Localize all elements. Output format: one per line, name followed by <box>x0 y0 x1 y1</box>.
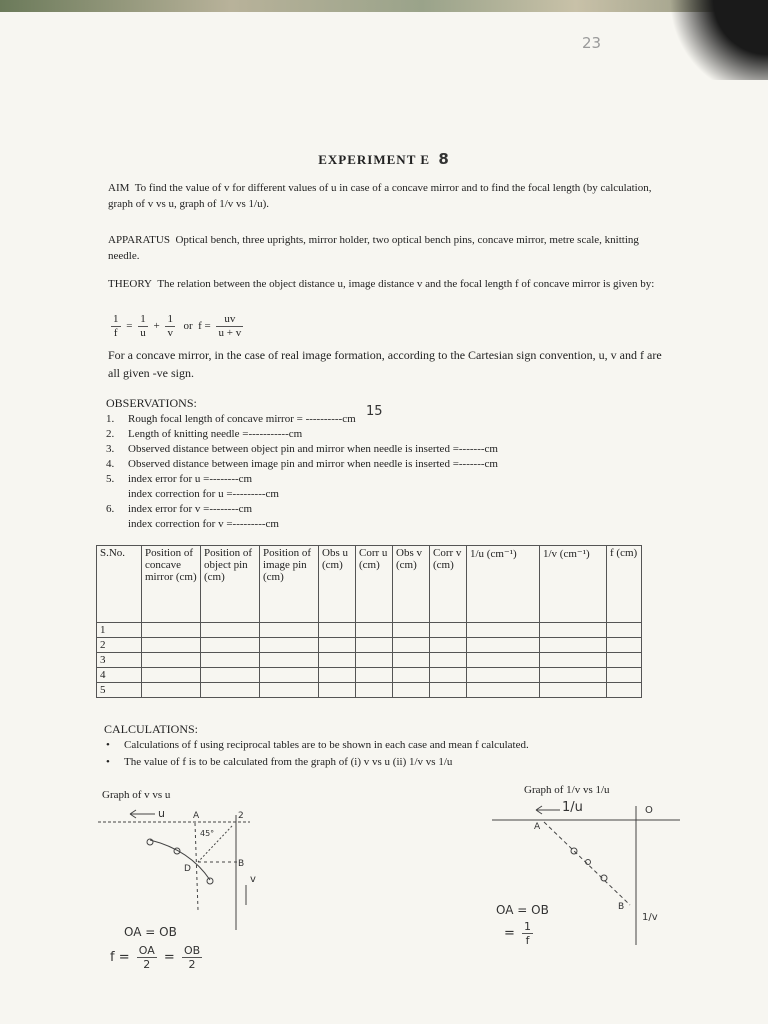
col-header: 1/u (cm⁻¹) <box>467 546 540 623</box>
observations-heading: OBSERVATIONS: <box>106 396 197 410</box>
left-curve <box>150 840 210 880</box>
t2-den: v <box>167 327 173 339</box>
left-axis-top: 2 <box>238 811 244 821</box>
t1-num: 1 <box>140 313 146 325</box>
obs-text: index correction for u =---------cm <box>128 488 279 500</box>
graph-left-title: Graph of v vs u <box>102 789 171 801</box>
right-line <box>544 822 630 905</box>
t1-den: u <box>140 327 146 339</box>
row-number: 5 <box>97 683 142 698</box>
row-number: 4 <box>97 668 142 683</box>
theory-label: THEORY <box>108 278 152 290</box>
col-header: Position of image pin (cm) <box>260 546 319 623</box>
obs-num: 3. <box>106 443 115 455</box>
col-header: 1/v (cm⁻¹) <box>540 546 607 623</box>
left-eq-oa-ob: OA = OB <box>124 925 177 939</box>
aim-text: To find the value of v for different values of u in case of a concave mirror and to find the focal length (by calculation, graph of v vs u, graph of 1/v vs 1/u). <box>108 182 652 210</box>
left-point-d: D <box>184 864 191 874</box>
col-header: Corr u (cm) <box>356 546 393 623</box>
formula-plus: + <box>153 320 160 333</box>
formula-f-equals: f = <box>198 320 211 333</box>
obs-text: index error for u =--------cm <box>128 473 253 485</box>
right-point-b: B <box>618 902 625 912</box>
calc-bullet-text: The value of f is to be calculated from the graph of (i) v vs u (ii) 1/v vs 1/u <box>124 756 453 768</box>
eq-ob-den: 2 <box>188 958 196 971</box>
obs-text: Rough focal length of concave mirror = ----------cm <box>128 413 356 425</box>
calculations-heading: CALCULATIONS: <box>104 722 199 736</box>
left-u-label: u <box>158 807 165 820</box>
calc-bullet: • Calculations of f using reciprocal tables are to be shown in each case and mean f calculated. <box>106 739 529 751</box>
col-header: Position of concave mirror (cm) <box>142 546 201 623</box>
graph-left-sketch <box>98 810 250 930</box>
col-header: f (cm) <box>607 546 642 623</box>
apparatus-text: Optical bench, three uprights, mirror holder, two optical bench pins, concave mirror, metre scale, knitting needle. <box>108 234 639 262</box>
rhs-den: u + v <box>218 327 242 339</box>
right-axis-v: 1/v <box>642 912 658 923</box>
right-point <box>586 860 591 865</box>
eq-ob: OB <box>183 944 201 957</box>
col-header: Position of object pin (cm) <box>201 546 260 623</box>
experiment-number: 8 <box>438 150 450 168</box>
calc-bullet: • The value of f is to be calculated from the graph of (i) v vs u (ii) 1/v vs 1/u <box>106 756 453 768</box>
rhs-num: uv <box>216 313 243 327</box>
left-point-b: B <box>238 859 245 869</box>
eq-r-lhs: = <box>504 926 515 941</box>
right-eq-oa-ob: OA = OB <box>496 903 549 917</box>
left-point <box>207 878 213 884</box>
aim-label: AIM <box>108 182 130 194</box>
right-origin: O <box>645 805 653 816</box>
right-point <box>571 848 577 854</box>
col-header: S.No. <box>97 546 142 623</box>
obs-num: 1. <box>106 413 115 425</box>
formula-or: or <box>183 320 193 333</box>
obs-text: Observed distance between object pin and mirror when needle is inserted =-------cm <box>128 443 498 455</box>
eq-oa-den: 2 <box>143 958 151 971</box>
right-eq-f <box>504 920 536 947</box>
obs-text: Length of knitting needle =-----------cm <box>128 428 303 440</box>
obs-text: Observed distance between image pin and mirror when needle is inserted =-------cm <box>128 458 498 470</box>
eq-equals: = <box>163 950 175 965</box>
obs-num: 4. <box>106 458 115 470</box>
lhs-den: f <box>113 327 118 339</box>
obs-text: index error for v =--------cm <box>128 503 253 515</box>
page-number-mark: 23 <box>582 34 602 52</box>
row-number: 3 <box>97 653 142 668</box>
obs-text: index correction for v =---------cm <box>128 518 279 530</box>
graph-right-title: Graph of 1/v vs 1/u <box>524 784 610 796</box>
left-point <box>147 839 153 845</box>
left-axis-v: v <box>250 874 256 885</box>
sign-convention-note: For a concave mirror, in the case of real image formation, according to the Cartesian sign convention, u, v and f are all given -ve sign. <box>108 348 662 380</box>
obs-num: 5. <box>106 473 115 485</box>
formula-equals: = <box>126 320 133 333</box>
row-number: 2 <box>97 638 142 653</box>
left-angle: 45° <box>200 829 215 838</box>
eq-f-lhs: f = <box>110 950 130 965</box>
eq-r-den: f <box>525 934 530 947</box>
right-point-a: A <box>534 822 541 832</box>
right-u-label: 1/u <box>562 800 583 815</box>
col-header: Obs u (cm) <box>319 546 356 623</box>
left-dashed-vertical <box>195 823 198 910</box>
col-header: Obs v (cm) <box>393 546 430 623</box>
apparatus-label: APPARATUS <box>108 234 170 246</box>
left-point-a: A <box>193 811 200 821</box>
row-number: 1 <box>97 623 142 638</box>
obs-num: 2. <box>106 428 115 440</box>
t2-num: 1 <box>167 313 173 325</box>
title-text: EXPERIMENT E <box>318 152 431 167</box>
lhs-num: 1 <box>113 313 119 325</box>
col-header: Corr v (cm) <box>430 546 467 623</box>
calc-bullet-text: Calculations of f using reciprocal tables are to be shown in each case and mean f calculated. <box>124 739 529 751</box>
eq-oa: OA <box>138 944 155 957</box>
theory-text: The relation between the object distance u, image distance v and the focal length f of concave mirror is given by: <box>157 278 655 290</box>
rough-focal-value: 15 <box>366 404 383 419</box>
left-eq-f <box>110 944 205 971</box>
eq-r-num: 1 <box>524 920 532 933</box>
obs-num: 6. <box>106 503 115 515</box>
